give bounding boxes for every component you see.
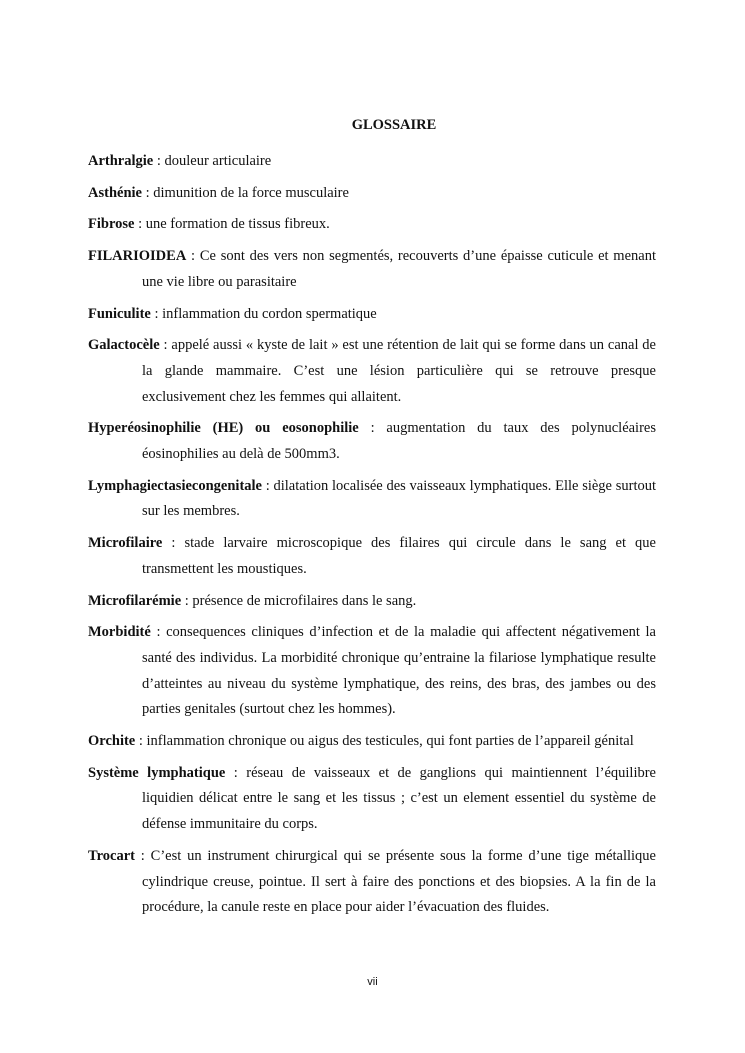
- glossary-term: FILARIOIDEA: [88, 248, 187, 265]
- glossary-definition: : une formation de tissus fibreux.: [134, 216, 330, 233]
- glossary-definition: : réseau de vaisseaux et de ganglions qui maintiennent l’équilibre liquidien délicat entre le sang et les tissus ; c’est un element essentiel du système de défense immunitaire du corps.: [142, 764, 656, 833]
- glossary-entry-galactocele: [88, 333, 656, 410]
- glossary-term: Microfilarémie: [88, 592, 182, 609]
- glossary-term: Hyperéosinophilie (HE) ou eosonophilie: [88, 420, 359, 437]
- glossary-term: Asthénie: [88, 184, 142, 201]
- glossary-definition: : inflammation chronique ou aigus des testicules, qui font parties de l’appareil génital: [135, 733, 634, 750]
- glossary-entry-fibrose: [88, 212, 656, 238]
- glossary-entry-filarioidea: [88, 244, 656, 295]
- glossary-definition: : C’est un instrument chirurgical qui se présente sous la forme d’une tige métallique cylindrique creuse, pointue. Il sert à faire des ponctions et des biopsies. A la fin de la procédure, la canule reste en place pour aider l’évacuation des fluides.: [134, 847, 656, 916]
- glossary-entry-systeme-lymphatique: [88, 761, 656, 838]
- glossary-term: Lymphagiectasiecongenitale: [88, 477, 262, 494]
- page-title: GLOSSAIRE: [351, 117, 437, 133]
- page-number: vii: [367, 976, 378, 988]
- glossary-definition: : appelé aussi « kyste de lait » est une rétention de lait qui se forme dans un canal de la glande mammaire. C’est une lésion particulière qui se retrouve presque exclusivement chez les femmes qui allaitent.: [142, 337, 656, 405]
- glossary-definition: : dilatation localisée des vaisseaux lymphatiques. Elle siège surtout sur les membres.: [142, 477, 656, 520]
- glossary-term: Fibrose: [88, 216, 135, 233]
- glossary-definition: : augmentation du taux des polynucléaires éosinophilies au delà de 500mm3.: [142, 420, 656, 463]
- glossary-definition: : Ce sont des vers non segmentés, recouverts d’une épaisse cuticule et menant une vie libre ou parasitaire: [142, 248, 656, 290]
- glossary-definition: : consequences cliniques d’infection et de la maladie qui affectent négativement la santé des individus. La morbidité chronique qu’entraine la filariose lymphatique resulte d’atteintes au niveau du système lymphatique, des reins, des bras, des jambes ou des parties genitales (surtout chez les hommes).: [142, 624, 656, 718]
- glossary-entry-asthenie: [88, 181, 656, 207]
- glossary-definition: : stade larvaire microscopique des filaires qui circule dans le sang et que transmettent les moustiques.: [142, 535, 656, 577]
- glossary-term: Funiculite: [88, 305, 151, 322]
- glossary-term: Microfilaire: [88, 535, 163, 552]
- glossary-entry-funiculite: [88, 302, 656, 328]
- glossary-term: Système lymphatique: [88, 764, 226, 781]
- glossary-definition: : douleur articulaire: [153, 153, 272, 169]
- glossary-definition: : dimunition de la force musculaire: [141, 184, 349, 201]
- glossary-entry-microfilaremie: [88, 589, 656, 615]
- glossary-definition: : inflammation du cordon spermatique: [150, 305, 377, 322]
- glossary-entry-arthralgie: [88, 149, 656, 175]
- glossary-entry-orchite: [88, 729, 656, 755]
- glossary-term: Galactocèle: [88, 337, 160, 354]
- glossary-entry-morbidite: [88, 620, 656, 723]
- glossary-definition: : présence de microfilaires dans le sang.: [181, 592, 417, 609]
- glossary-entry-microfilaire: [88, 531, 656, 582]
- glossary-entry-lymphagiectasie: [88, 474, 656, 525]
- glossary-entry-hypereosinophilie: [88, 416, 656, 467]
- glossary-entry-trocart: [88, 844, 656, 921]
- glossary-term: Orchite: [88, 733, 136, 750]
- glossary-term: Morbidité: [88, 624, 151, 641]
- glossary-list: [88, 149, 656, 927]
- glossary-term: Trocart: [88, 847, 135, 864]
- glossary-term: Arthralgie: [88, 153, 154, 169]
